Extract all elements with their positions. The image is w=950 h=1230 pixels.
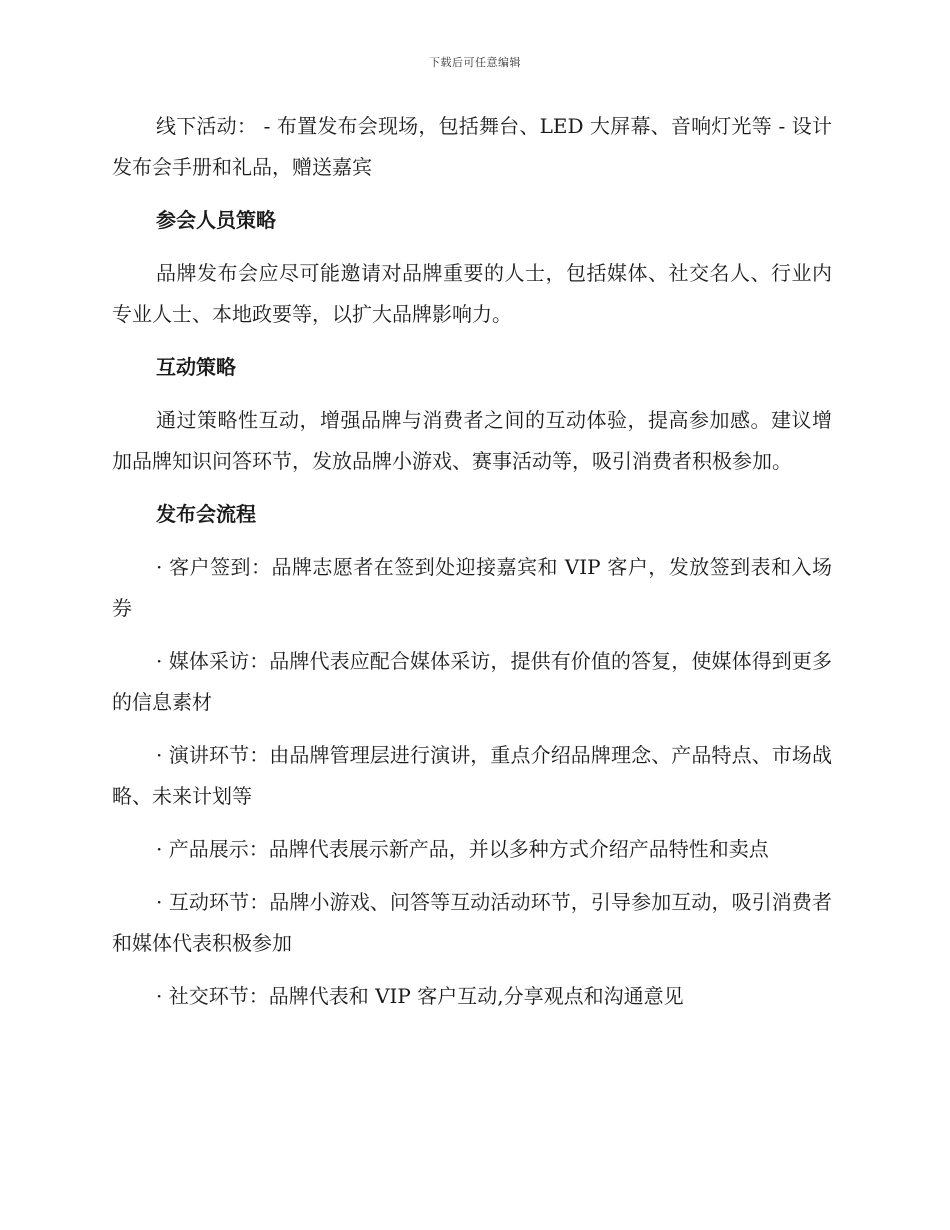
page-header-note: 下载后可任意编辑 [429, 56, 521, 69]
interaction-strategy-paragraph: 通过策略性互动，增强品牌与消费者之间的互动体验，提高参加感。建议增加品牌知识问答环节，发放品牌小游戏、赛事活动等，吸引消费者积极参加。 [112, 408, 832, 473]
process-item-social: · 社交环节：品牌代表和 VIP 客户互动,分享观点和沟通意见 [156, 984, 684, 1008]
offline-activity-paragraph: 线下活动： - 布置发布会现场，包括舞台、LED 大屏幕、音响灯光等 - 设计发布会手册和礼品，赠送嘉宾 [112, 114, 832, 179]
attendee-strategy-paragraph: 品牌发布会应尽可能邀请对品牌重要的人士，包括媒体、社交名人、行业内专业人士、本地政要等，以扩大品牌影响力。 [112, 261, 832, 326]
process-item-product: · 产品展示：品牌代表展示新产品，并以多种方式介绍产品特性和卖点 [156, 837, 769, 861]
attendee-strategy-heading: 参会人员策略 [156, 208, 276, 232]
process-item-speech: · 演讲环节：由品牌管理层进行演讲，重点介绍品牌理念、产品特点、市场战略、未来计划等 [112, 743, 832, 808]
process-heading: 发布会流程 [156, 502, 256, 526]
process-item-interaction: · 互动环节：品牌小游戏、问答等互动活动环节，引导参加互动，吸引消费者和媒体代表积极参加 [112, 890, 832, 955]
process-item-checkin: · 客户签到：品牌志愿者在签到处迎接嘉宾和 VIP 客户，发放签到表和入场券 [112, 555, 832, 620]
interaction-strategy-heading: 互动策略 [156, 355, 236, 379]
document-body [112, 106, 832, 1017]
process-item-media: · 媒体采访：品牌代表应配合媒体采访，提供有价值的答复，使媒体得到更多的信息素材 [112, 649, 832, 714]
